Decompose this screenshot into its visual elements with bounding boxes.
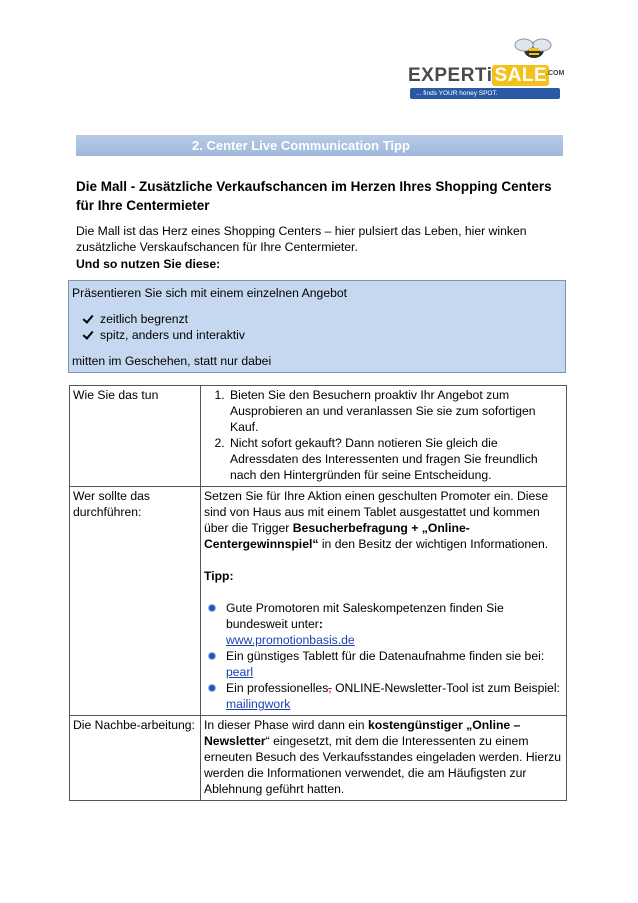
box-footer: mitten im Geschehen, statt nur dabei xyxy=(72,354,272,368)
step-item: 1. Bieten Sie den Besuchern proaktiv Ihr Angebot zum Ausprobieren an und veranlassen Sie sie zum sofortigen Kauf. xyxy=(228,387,563,435)
intro-paragraph: Die Mall ist das Herz eines Shopping Centers – hier pulsiert das Leben, hier winken zusätzliche Verskaufschancen für Ihre Centermieter. xyxy=(76,224,527,254)
bullet-icon xyxy=(209,685,215,691)
tip-item: Ein günstiges Tablett für die Datenaufnahme finden sie bei: pearl xyxy=(204,648,563,680)
checklist-item: spitz, anders und interaktiv xyxy=(83,327,245,343)
intro-bold-line: Und so nutzen Sie diese: xyxy=(76,257,221,271)
row-label: Wer sollte das durchführen: xyxy=(70,487,201,716)
logo-tagline: ... finds YOUR honey SPOT. xyxy=(416,90,498,97)
logo-domain: .COM xyxy=(546,70,565,77)
table-row xyxy=(70,487,567,716)
checklist-item: zeitlich begrenzt xyxy=(83,311,245,327)
bullet-icon xyxy=(209,605,215,611)
row-content: In dieser Phase wird dann ein kostengünstiger „Online – Newsletter“ eingesetzt, mit dem die Interessenten zu einem erneuten Besuch des Verkaufsstandes eingeladen werden. Hierzu werden die Informationen verwendet, die am Häufigsten zur Ablehnung geführt hatten. xyxy=(201,716,567,801)
row-label: Wie Sie das tun xyxy=(70,386,201,487)
highlight-box xyxy=(68,280,566,373)
checkmark-icon xyxy=(83,330,93,340)
expertisale-logo xyxy=(408,36,568,108)
checklist xyxy=(83,311,245,343)
table-row xyxy=(70,716,567,801)
step-item: 2. Nicht sofort gekauft? Dann notieren Sie gleich die Adressdaten des Interessenten und fragen Sie freundlich nach den Hintergründen für seine Entscheidung. xyxy=(228,435,563,483)
promotionbasis-link[interactable]: www.promotionbasis.de xyxy=(226,633,355,647)
logo-wordmark: EXPERTi SALE xyxy=(408,65,548,86)
checkmark-icon xyxy=(83,314,93,324)
steps-list xyxy=(204,387,563,483)
tipp-heading: Tipp: xyxy=(204,569,234,583)
box-heading: Präsentieren Sie sich mit einem einzelnen Angebot xyxy=(72,286,348,300)
section-banner: 2. Center Live Communication Tipp xyxy=(76,135,563,156)
tip-item: Ein professionelles, ONLINE-Newsletter-Tool ist zum Beispiel: mailingwork xyxy=(204,680,563,712)
info-table xyxy=(69,385,567,801)
tips-list xyxy=(204,600,563,712)
mailingwork-link[interactable]: mailingwork xyxy=(226,697,291,711)
bullet-icon xyxy=(209,653,215,659)
page-title: Die Mall - Zusätzliche Verkaufschancen im Herzen Ihres Shopping Centers für Ihre Centermieter xyxy=(76,179,552,213)
tip-item: Gute Promotoren mit Saleskompetenzen finden Sie bundesweit unter: www.promotionbasis.de xyxy=(204,600,563,648)
row-content xyxy=(201,487,567,716)
table-row xyxy=(70,386,567,487)
pearl-link[interactable]: pearl xyxy=(226,665,254,679)
promoter-paragraph: Setzen Sie für Ihre Aktion einen geschulten Promoter ein. Diese sind von Haus aus mit einem Tablet ausgestattet und kommen über die Trigger Besucherbefragung + „Online-Centergewinnspiel“ in den Besitz der wichtigen Informationen. xyxy=(204,489,549,551)
row-content xyxy=(201,386,567,487)
row-label: Die Nachbe-arbeitung: xyxy=(70,716,201,801)
